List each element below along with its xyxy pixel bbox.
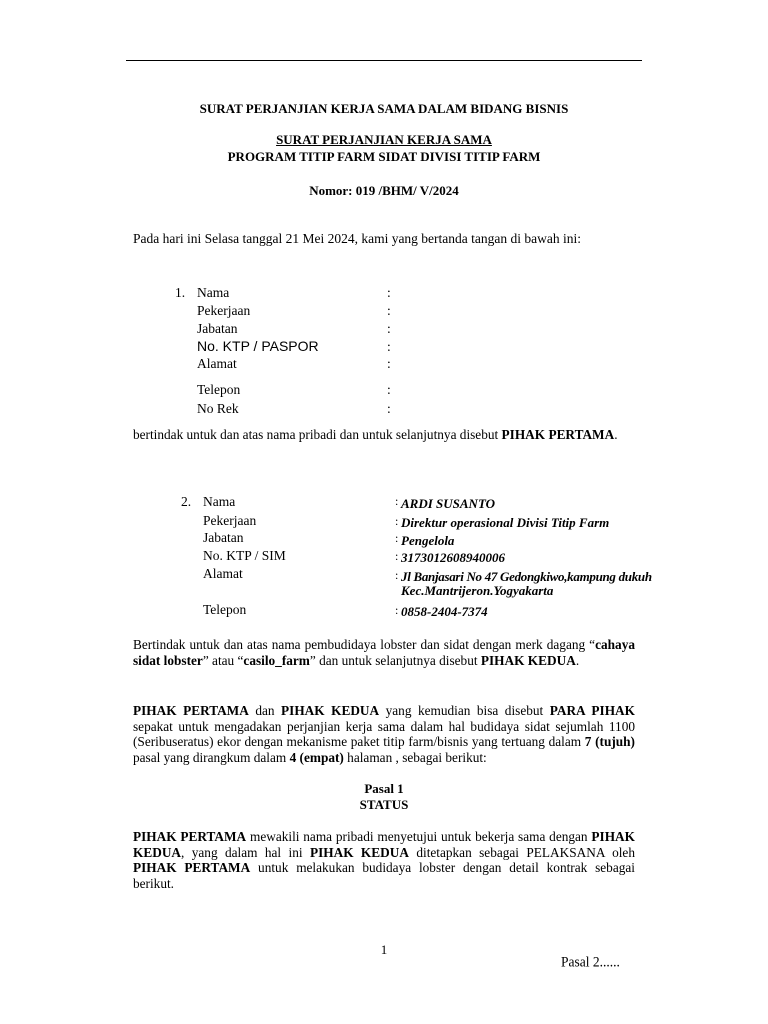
text-run: mewakili nama pribadi menyetujui untuk bekerja sama dengan xyxy=(246,829,592,844)
party2-number: 2. xyxy=(181,494,192,509)
program-subtitle: PROGRAM TITIP FARM SIDAT DIVISI TITIP FARM xyxy=(227,149,541,164)
party1-designation-text: bertindak untuk dan atas nama pribadi dan untuk selanjutnya disebut xyxy=(133,427,502,442)
text-run: halaman , sebagai berikut: xyxy=(343,749,487,765)
party2-value-pekerjaan: Direktur operasional Divisi Titip Farm xyxy=(401,515,610,530)
party1-colon: : xyxy=(387,285,391,300)
text-run: ” atau “ xyxy=(202,652,244,668)
party2-label-telepon: Telepon xyxy=(203,602,247,617)
bold-term: PIHAK KEDUA xyxy=(309,844,409,860)
header-rule xyxy=(126,60,642,61)
party1-colon: : xyxy=(387,321,391,336)
bold-term: PIHAK PERTAMA xyxy=(133,860,251,875)
party1-designation-end: . xyxy=(614,427,618,442)
party1-label-alamat: Alamat xyxy=(197,356,237,371)
bold-term: PIHAK PERTAMA xyxy=(133,703,249,718)
text-run: untuk melakukan budidaya lobster dengan detail kontrak sebagai berikut. xyxy=(133,860,635,891)
opening-statement: Pada hari ini Selasa tanggal 21 Mei 2024, kami yang bertanda tangan di bawah ini: xyxy=(133,231,582,246)
agreement-subtitle: SURAT PERJANJIAN KERJA SAMA xyxy=(276,132,492,147)
party1-label-jabatan: Jabatan xyxy=(197,321,238,336)
party2-value-telepon: 0858-2404-7374 xyxy=(401,604,488,619)
text-run: sepakat untuk mengadakan perjanjian kerja sama dalam hal budidaya sidat sejumlah 1100 (Seribuseratus) ekor dengan mekanisme paket titip farm/bisnis yang tertuang dalam xyxy=(133,718,635,749)
party2-value-ktp: 3173012608940006 xyxy=(401,550,505,565)
party1-label-norek: No Rek xyxy=(197,401,239,416)
text-run: yang kemudian bisa disebut xyxy=(379,703,550,718)
pasal1-heading: Pasal 1 xyxy=(364,781,404,796)
pasal1-title: STATUS xyxy=(359,797,409,812)
party2-colon: : xyxy=(395,603,399,617)
text-run: , yang dalam hal ini xyxy=(181,844,310,860)
text-run: ” dan untuk selanjutnya disebut xyxy=(309,652,481,668)
party2-value-jabatan: Pengelola xyxy=(401,533,455,548)
next-page-reference: Pasal 2...... xyxy=(561,953,620,970)
party1-colon: : xyxy=(387,339,391,354)
party1-designation-bold: PIHAK PERTAMA xyxy=(501,427,615,442)
party1-label-pekerjaan: Pekerjaan xyxy=(197,303,251,318)
party2-colon: : xyxy=(395,494,399,508)
text-run: . xyxy=(575,652,580,668)
bold-term: PARA PIHAK xyxy=(549,703,635,718)
party2-colon: : xyxy=(395,568,399,582)
party2-label-ktp: No. KTP / SIM xyxy=(203,548,286,563)
document-title: SURAT PERJANJIAN KERJA SAMA DALAM BIDANG BISNIS xyxy=(199,101,569,116)
party1-colon: : xyxy=(387,401,391,416)
party2-label-pekerjaan: Pekerjaan xyxy=(203,513,257,528)
party2-label-nama: Nama xyxy=(203,494,236,509)
party1-label-telepon: Telepon xyxy=(197,382,241,397)
party1-colon: : xyxy=(387,356,391,371)
party2-label-alamat: Alamat xyxy=(203,566,243,581)
party1-label-nama: Nama xyxy=(197,285,230,300)
status-paragraph xyxy=(133,829,635,891)
party1-colon: : xyxy=(387,303,391,318)
agreement-paragraph xyxy=(133,703,635,765)
party2-value-alamat: Jl Banjasari No 47 Gedongkiwo,kampung dukuh xyxy=(401,569,652,584)
party1-colon: : xyxy=(387,382,391,397)
bold-term: PIHAK KEDUA xyxy=(281,703,380,718)
party2-colon: : xyxy=(395,549,399,563)
text-run: pasal yang dirangkum dalam xyxy=(133,749,290,765)
text-run: dan xyxy=(248,703,282,718)
page-number: 1 xyxy=(380,942,388,957)
party2-value-nama: ARDI SUSANTO xyxy=(401,496,496,511)
bold-term: 7 (tujuh) xyxy=(584,734,635,749)
party2-colon: : xyxy=(395,531,399,545)
text-run: Bertindak untuk dan atas nama pembudidaya lobster dan sidat dengan merk dagang “ xyxy=(133,637,596,652)
party1-number: 1. xyxy=(175,285,186,300)
party1-label-ktp: No. KTP / PASPOR xyxy=(197,338,319,354)
party2-designation-bold: PIHAK KEDUA xyxy=(480,652,576,668)
party2-value-alamat-line2: Kec.Mantrijeron.Yogyakarta xyxy=(401,583,554,598)
bold-term: 4 (empat) xyxy=(289,749,344,765)
text-run: ditetapkan sebagai PELAKSANA oleh xyxy=(408,844,635,860)
party2-designation xyxy=(133,637,635,668)
party1-designation xyxy=(133,427,635,443)
bold-term: PIHAK KEDUA xyxy=(133,829,635,860)
brand-name: cahaya sidat lobster xyxy=(133,637,635,668)
brand-handle: casilo_farm xyxy=(243,652,310,668)
party2-label-jabatan: Jabatan xyxy=(203,530,244,545)
party2-colon: : xyxy=(395,514,399,528)
bold-term: PIHAK PERTAMA xyxy=(133,829,247,844)
document-number: Nomor: 019 /BHM/ V/2024 xyxy=(309,183,459,198)
